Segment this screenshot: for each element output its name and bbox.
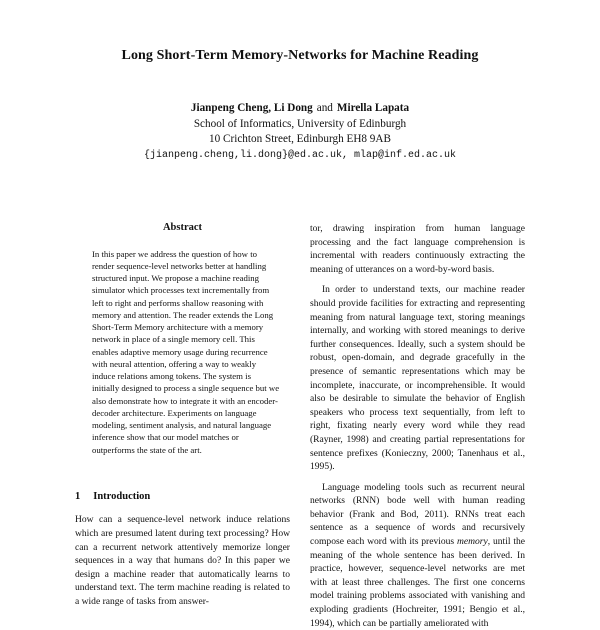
intro-paragraph-right-2: In order to understand texts, our machine reader should provide facilities for extracting and representing meaning from natural language text, storing meanings internally, and working with stored meanings to derive further consequences. Ideally, such a system should be robust, open-domain, and degrade gracefully in the presence of semantic representations which may be incomplete, inaccurate, or incomprehensible. It would also be desirable to simulate the behavior of English speakers who process text sequentially, from left to right, fixating nearly every word while they read (Rayner, 1998) and creating partial representations for sentence prefixes (Konieczny, 2000; Tanenhaus et al., 1995). <box>310 284 525 473</box>
author-address: 10 Crichton Street, Edinburgh EH8 9AB <box>209 133 391 145</box>
author-names-second: Mirella Lapata <box>336 102 410 114</box>
intro-paragraph-right-3 <box>310 481 525 630</box>
left-column <box>75 221 290 609</box>
intro-paragraph-right-1: tor, drawing inspiration from human language processing and the fact language comprehension is incremental with readers continuously extracting the meaning of utterances on a word-by-word basis. <box>310 223 525 275</box>
intro-paragraph-right-3-start: Language modeling tools such as recurrent neural networks (RNN) bode well with human reading behavior (Frank and Bod, 2011). RNNs treat each sentence as a sequence of words and recursively compose each word with its previous <box>310 481 525 548</box>
intro-paragraph-right-3-end: , until the meaning of the whole sentence has been derived. In practice, however, sequence-level networks are met with at least three challenges. The first one concerns model training problems associated with vanishing and exploding gradients (Hochreiter, 1991; Bengio et al., 1994), which can be partially ameliorated with <box>310 536 526 629</box>
author-names-first: Jianpeng Cheng, Li Dong <box>190 102 313 114</box>
author-and: and <box>316 102 333 114</box>
intro-section-number: 1 <box>75 490 81 502</box>
abstract-text: In this paper we address the question of how to render sequence-level networks better at handling structured input. We propose a machine reading simulator which processes text incrementally from left to right and performs shallow reasoning with memory and attention. The reader extends the Long Short-Term Memory architecture with a memory network in place of a single memory cell. This enables adaptive memory usage during recurrence with neural attention, offering a way to weakly induce relations among tokens. The system is initially designed to process a single sequence but we also demonstrate how to integrate it with an encoder-decoder architecture. Experiments on language modeling, sentiment analysis, and natural language inference show that our model matches or outperforms the state of the art. <box>92 248 280 455</box>
author-block <box>0 101 600 163</box>
author-email: {jianpeng.cheng,li.dong}@ed.ac.uk, mlap@inf.ed.ac.uk <box>143 149 457 161</box>
memory-emphasis: memory <box>457 536 488 548</box>
author-affiliation: School of Informatics, University of Edinburgh <box>193 117 407 130</box>
right-column <box>310 222 525 630</box>
intro-paragraph-left: How can a sequence-level network induce relations which are presumed latent during text processing? How can a recurrent network attentively memorize longer sequences in a way that humans do? In this paper we design a machine reader that automatically learns to understand text. The term machine reading is related to a wide range of tasks from answer- <box>75 514 290 607</box>
author-names <box>0 101 600 117</box>
paper-title: Long Short-Term Memory-Networks for Machine Reading <box>121 48 479 63</box>
intro-heading <box>75 490 290 504</box>
abstract-heading: Abstract <box>162 222 203 233</box>
intro-section-title: Introduction <box>93 490 151 502</box>
